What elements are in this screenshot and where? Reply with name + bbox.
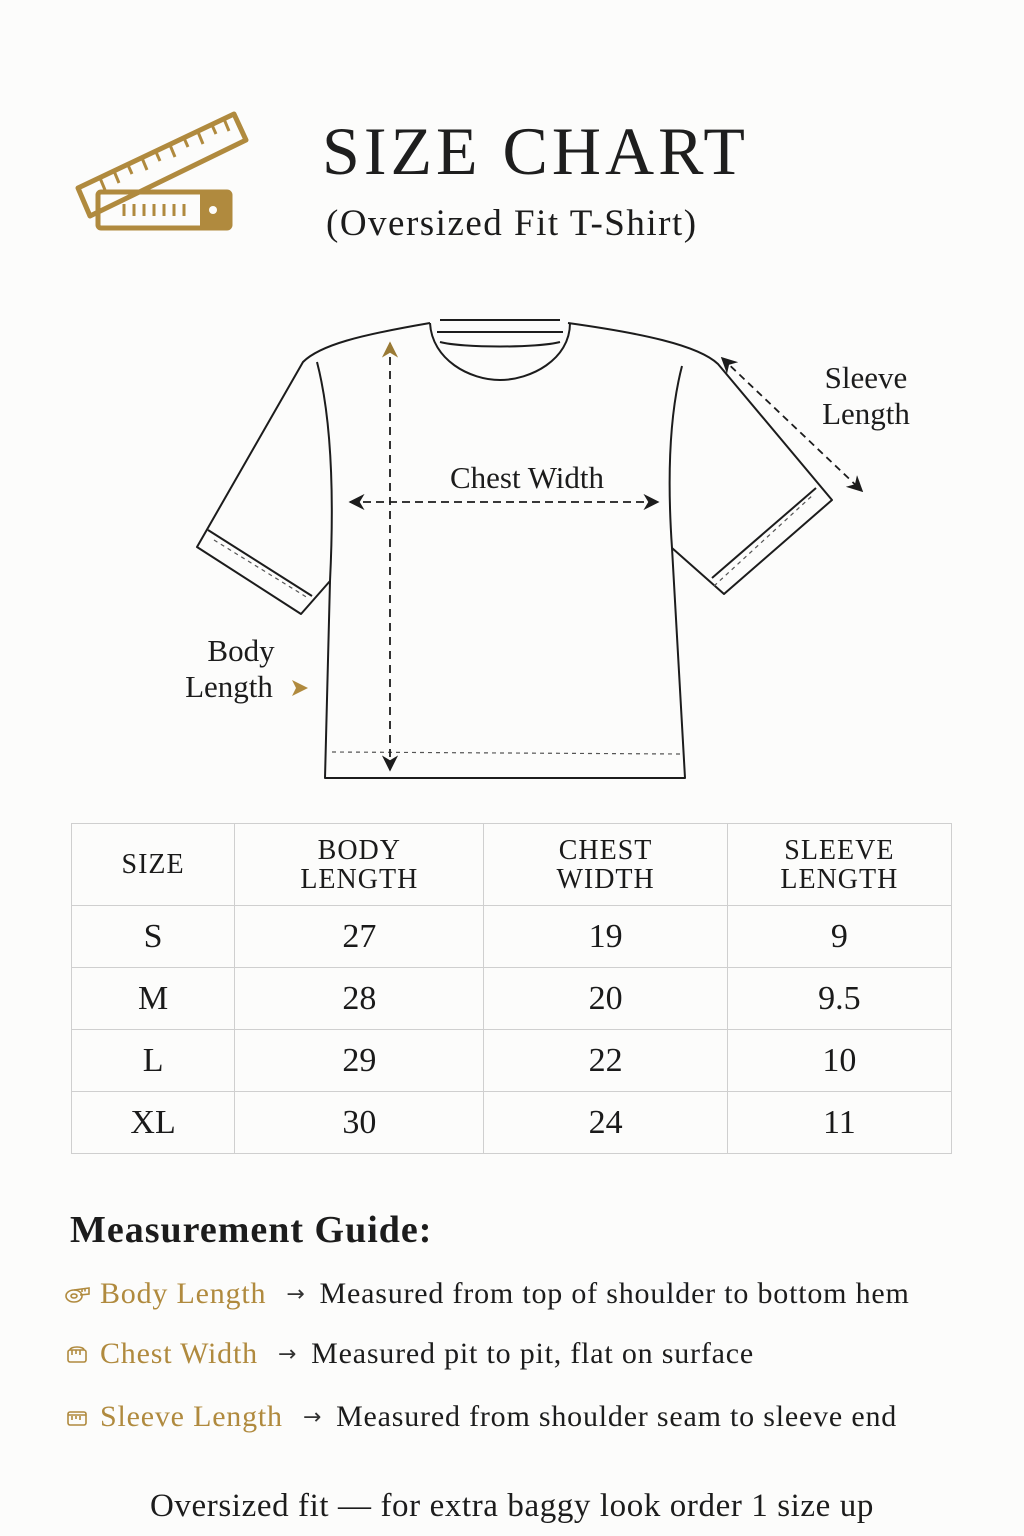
cell-sleeve-length: 9.5 [727, 968, 951, 1030]
cell-body-length: 27 [235, 906, 484, 968]
cell-sleeve-length: 10 [727, 1030, 951, 1092]
cell-chest-width: 24 [484, 1092, 727, 1154]
cell-sleeve-length: 11 [727, 1092, 951, 1154]
arrow-right-icon: → [286, 1281, 306, 1307]
cell-size: L [72, 1030, 235, 1092]
guide-item-chest-width [64, 1334, 754, 1374]
table-row [72, 906, 952, 968]
header-body-length: BODY LENGTH [235, 824, 484, 906]
tape-measure-icon [64, 1283, 92, 1305]
guide-term: Body Length [100, 1277, 267, 1310]
tape-measure-icon [64, 1406, 92, 1428]
guide-title: Measurement Guide: [70, 1209, 433, 1251]
tshirt-outline [197, 320, 832, 778]
tshirt-diagram [0, 300, 1024, 800]
body-label-pointer-icon [292, 680, 308, 696]
chest-width-label: Chest Width [449, 460, 605, 495]
ruler-icon [72, 104, 252, 236]
arrow-right-icon: → [277, 1341, 298, 1367]
table-row [72, 968, 952, 1030]
cell-body-length: 29 [235, 1030, 484, 1092]
stitch-lines [214, 494, 814, 754]
sleeve-label-line1: Sleeve [824, 360, 908, 395]
guide-item-body-length [64, 1274, 910, 1314]
header-size: SIZE [72, 824, 235, 906]
cell-body-length: 28 [235, 968, 484, 1030]
cell-chest-width: 19 [484, 906, 727, 968]
guide-term: Sleeve Length [100, 1400, 283, 1433]
cell-size: S [72, 906, 235, 968]
cell-size: M [72, 968, 235, 1030]
cell-body-length: 30 [235, 1092, 484, 1154]
cell-sleeve-length: 9 [727, 906, 951, 968]
header-sleeve-length: SLEEVE LENGTH [727, 824, 951, 906]
header-chest-width: CHEST WIDTH [484, 824, 727, 906]
table-row [72, 1030, 952, 1092]
guide-item-sleeve-length [64, 1397, 897, 1437]
cell-chest-width: 22 [484, 1030, 727, 1092]
table-header-row [72, 824, 952, 906]
table-row [72, 1092, 952, 1154]
cell-chest-width: 20 [484, 968, 727, 1030]
body-label-line1: Body [207, 633, 275, 668]
body-label-line2: Length [185, 669, 273, 704]
arrow-right-icon: → [302, 1404, 323, 1430]
guide-description: Measured pit to pit, flat on surface [311, 1337, 754, 1370]
tape-measure-icon [64, 1343, 92, 1365]
sleeve-label-line2: Length [822, 396, 910, 431]
footer-note: Oversized fit — for extra baggy look order 1 size up [150, 1488, 874, 1524]
guide-description: Measured from top of shoulder to bottom hem [319, 1277, 910, 1310]
cell-size: XL [72, 1092, 235, 1154]
size-table [71, 823, 952, 1154]
page-subtitle: (Oversized Fit T-Shirt) [326, 203, 698, 244]
guide-description: Measured from shoulder seam to sleeve end [336, 1400, 898, 1433]
guide-term: Chest Width [100, 1337, 258, 1370]
page-title: SIZE CHART [322, 113, 749, 189]
